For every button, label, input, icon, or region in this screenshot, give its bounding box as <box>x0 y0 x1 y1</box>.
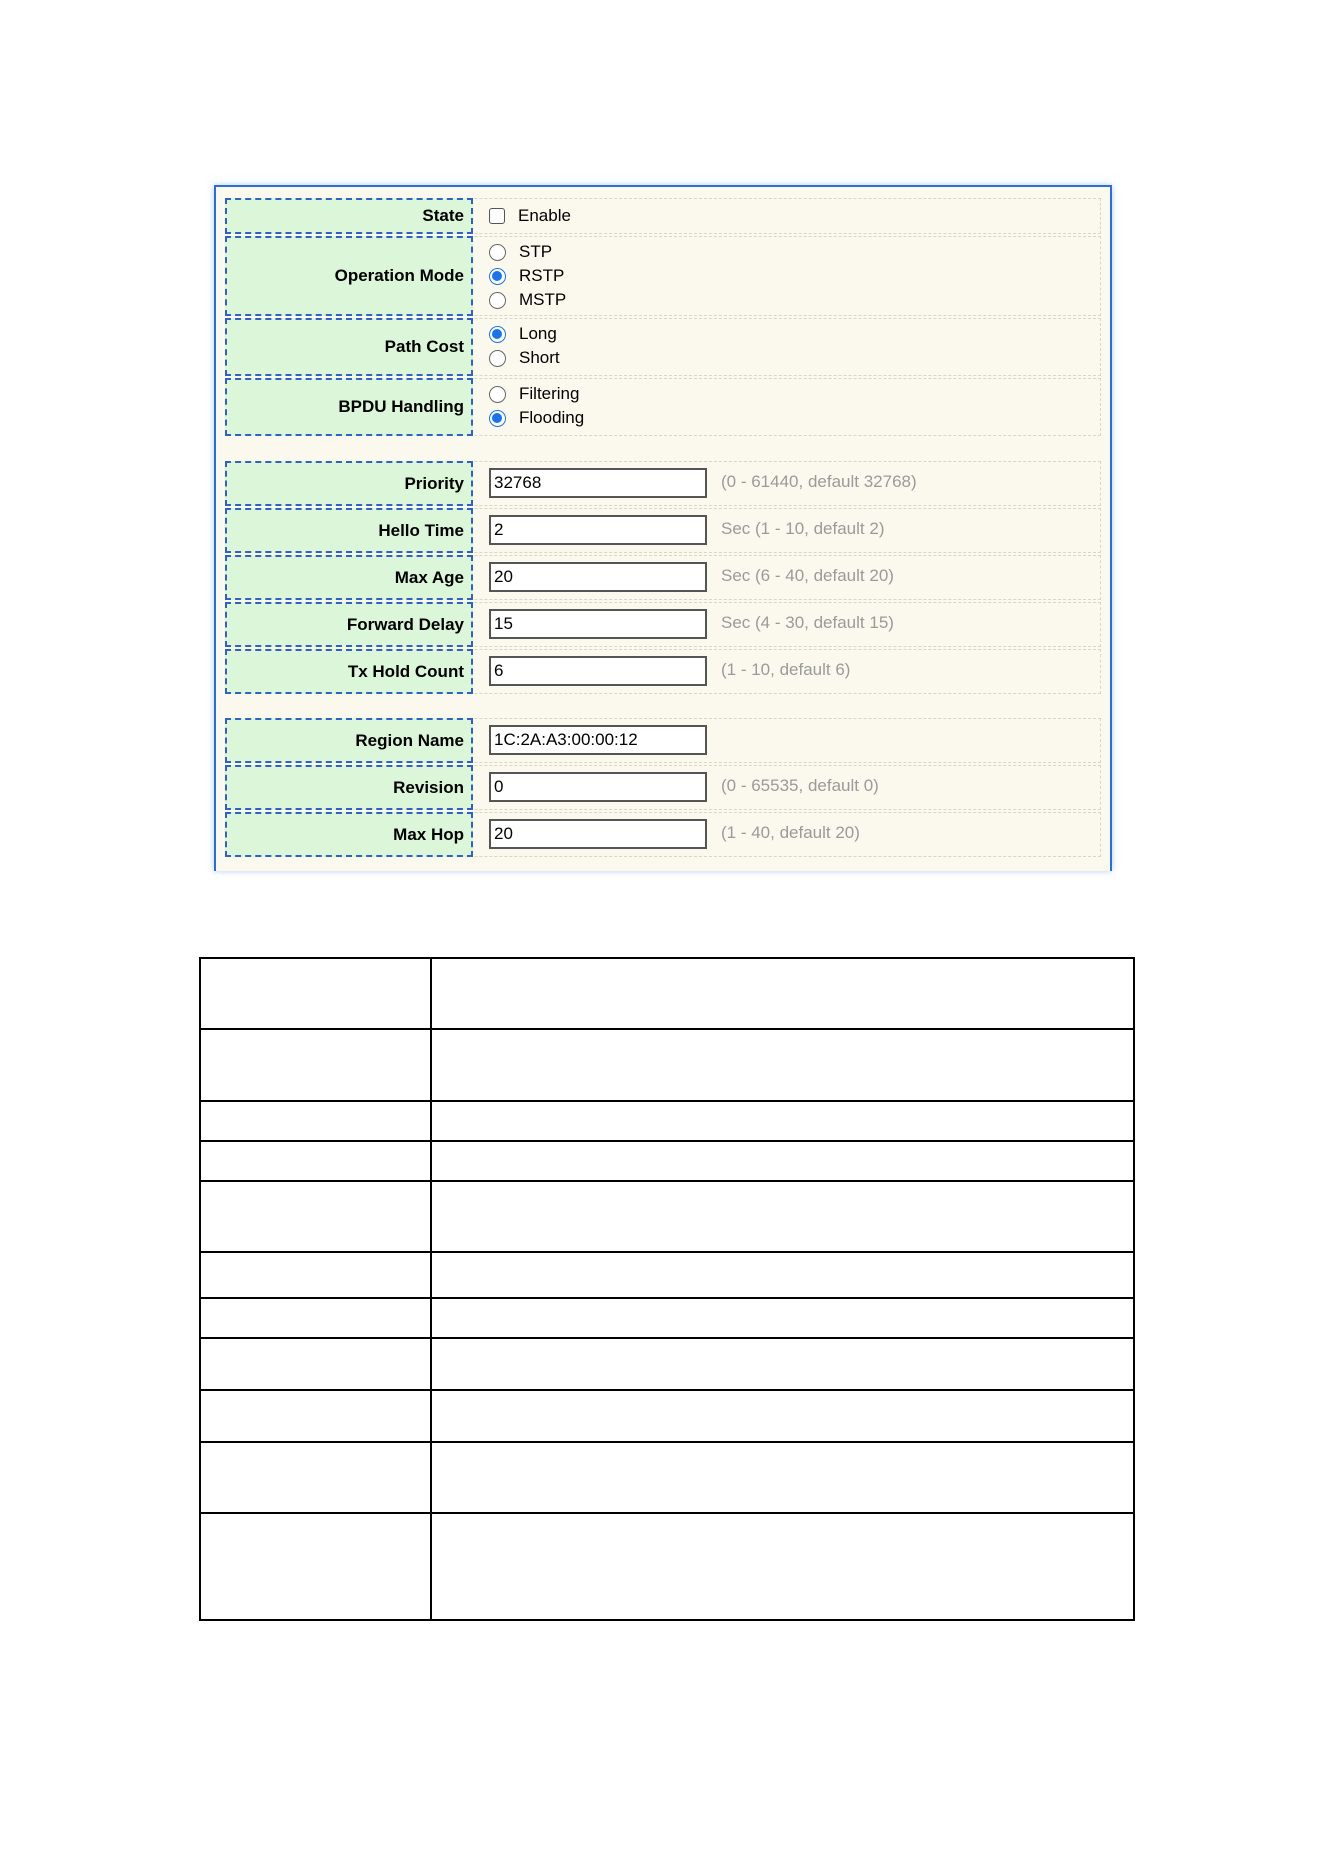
priority-input[interactable] <box>489 468 707 498</box>
path-cost-row <box>225 318 1101 376</box>
description-table <box>199 957 1135 1621</box>
table-cell <box>431 1390 1134 1442</box>
table-cell <box>431 1141 1134 1181</box>
operation-mode-label: Operation Mode <box>225 236 473 316</box>
bpdu-handling-option-filtering[interactable] <box>489 382 579 406</box>
hello-time-input[interactable] <box>489 515 707 545</box>
bpdu-handling-flooding-text: Flooding <box>519 408 585 427</box>
hello-time-hint: Sec (1 - 10, default 2) <box>721 519 885 538</box>
tx-hold-count-input[interactable] <box>489 656 707 686</box>
revision-input[interactable] <box>489 772 707 802</box>
revision-row <box>225 765 1101 810</box>
bpdu-handling-row <box>225 378 1101 436</box>
path-cost-long-text: Long <box>519 324 557 343</box>
table-cell <box>431 1298 1134 1338</box>
priority-hint: (0 - 61440, default 32768) <box>721 472 917 491</box>
forward-delay-row <box>225 602 1101 647</box>
max-hop-label: Max Hop <box>225 812 473 857</box>
table-cell <box>200 1101 431 1141</box>
table-cell <box>200 1513 431 1620</box>
max-age-label: Max Age <box>225 555 473 600</box>
table-row <box>200 1513 1134 1620</box>
bpdu-handling-option-flooding[interactable] <box>489 406 584 430</box>
table-row <box>200 1252 1134 1298</box>
operation-mode-rstp-radio[interactable] <box>489 268 506 285</box>
revision-hint: (0 - 65535, default 0) <box>721 776 879 795</box>
table-cell <box>431 1101 1134 1141</box>
table-row <box>200 1390 1134 1442</box>
table-row <box>200 1298 1134 1338</box>
hello-time-label: Hello Time <box>225 508 473 553</box>
tx-hold-count-hint: (1 - 10, default 6) <box>721 660 851 679</box>
table-row <box>200 1101 1134 1141</box>
revision-label: Revision <box>225 765 473 810</box>
path-cost-option-short[interactable] <box>489 346 560 370</box>
table-row <box>200 1338 1134 1390</box>
forward-delay-input[interactable] <box>489 609 707 639</box>
operation-mode-stp-radio[interactable] <box>489 244 506 261</box>
table-cell <box>431 1513 1134 1620</box>
table-cell <box>431 1442 1134 1513</box>
table-cell <box>200 1298 431 1338</box>
tx-hold-count-label: Tx Hold Count <box>225 649 473 694</box>
path-cost-option-long[interactable] <box>489 322 557 346</box>
operation-mode-mstp-radio[interactable] <box>489 292 506 309</box>
priority-label: Priority <box>225 461 473 506</box>
operation-mode-row <box>225 236 1101 316</box>
region-name-row <box>225 718 1101 763</box>
forward-delay-label: Forward Delay <box>225 602 473 647</box>
max-age-input[interactable] <box>489 562 707 592</box>
table-cell <box>200 1029 431 1101</box>
operation-mode-option-mstp[interactable] <box>489 288 566 312</box>
table-row <box>200 1029 1134 1101</box>
table-row <box>200 1141 1134 1181</box>
state-label: State <box>225 198 473 234</box>
hello-time-row <box>225 508 1101 553</box>
table-cell <box>200 1141 431 1181</box>
table-row <box>200 1442 1134 1513</box>
operation-mode-stp-text: STP <box>519 242 553 261</box>
stp-settings-panel <box>214 185 1112 871</box>
path-cost-short-radio[interactable] <box>489 350 506 367</box>
table-cell <box>431 1252 1134 1298</box>
path-cost-short-text: Short <box>519 348 560 367</box>
priority-row <box>225 461 1101 506</box>
operation-mode-option-stp[interactable] <box>489 240 552 264</box>
bpdu-handling-filtering-text: Filtering <box>519 384 580 403</box>
tx-hold-count-row <box>225 649 1101 694</box>
max-age-row <box>225 555 1101 600</box>
state-enable-checkbox[interactable] <box>489 208 505 224</box>
operation-mode-option-rstp[interactable] <box>489 264 564 288</box>
table-cell <box>200 1181 431 1252</box>
operation-mode-mstp-text: MSTP <box>519 290 567 309</box>
table-cell <box>200 1390 431 1442</box>
table-cell <box>200 1338 431 1390</box>
max-hop-hint: (1 - 40, default 20) <box>721 823 860 842</box>
state-enable-option[interactable] <box>489 204 571 228</box>
region-name-input[interactable] <box>489 725 707 755</box>
bpdu-handling-label: BPDU Handling <box>225 378 473 436</box>
table-cell <box>431 1181 1134 1252</box>
max-age-hint: Sec (6 - 40, default 20) <box>721 566 894 585</box>
region-name-label: Region Name <box>225 718 473 763</box>
path-cost-long-radio[interactable] <box>489 326 506 343</box>
table-cell <box>431 1338 1134 1390</box>
state-row <box>225 198 1101 234</box>
bpdu-handling-filtering-radio[interactable] <box>489 386 506 403</box>
state-enable-text: Enable <box>518 206 571 225</box>
table-cell <box>200 958 431 1029</box>
bpdu-handling-flooding-radio[interactable] <box>489 410 506 427</box>
forward-delay-hint: Sec (4 - 30, default 15) <box>721 613 894 632</box>
max-hop-row <box>225 812 1101 857</box>
path-cost-label: Path Cost <box>225 318 473 376</box>
operation-mode-rstp-text: RSTP <box>519 266 565 285</box>
table-row <box>200 1181 1134 1252</box>
table-cell <box>431 1029 1134 1101</box>
table-cell <box>431 958 1134 1029</box>
max-hop-input[interactable] <box>489 819 707 849</box>
table-row <box>200 958 1134 1029</box>
table-cell <box>200 1252 431 1298</box>
table-cell <box>200 1442 431 1513</box>
